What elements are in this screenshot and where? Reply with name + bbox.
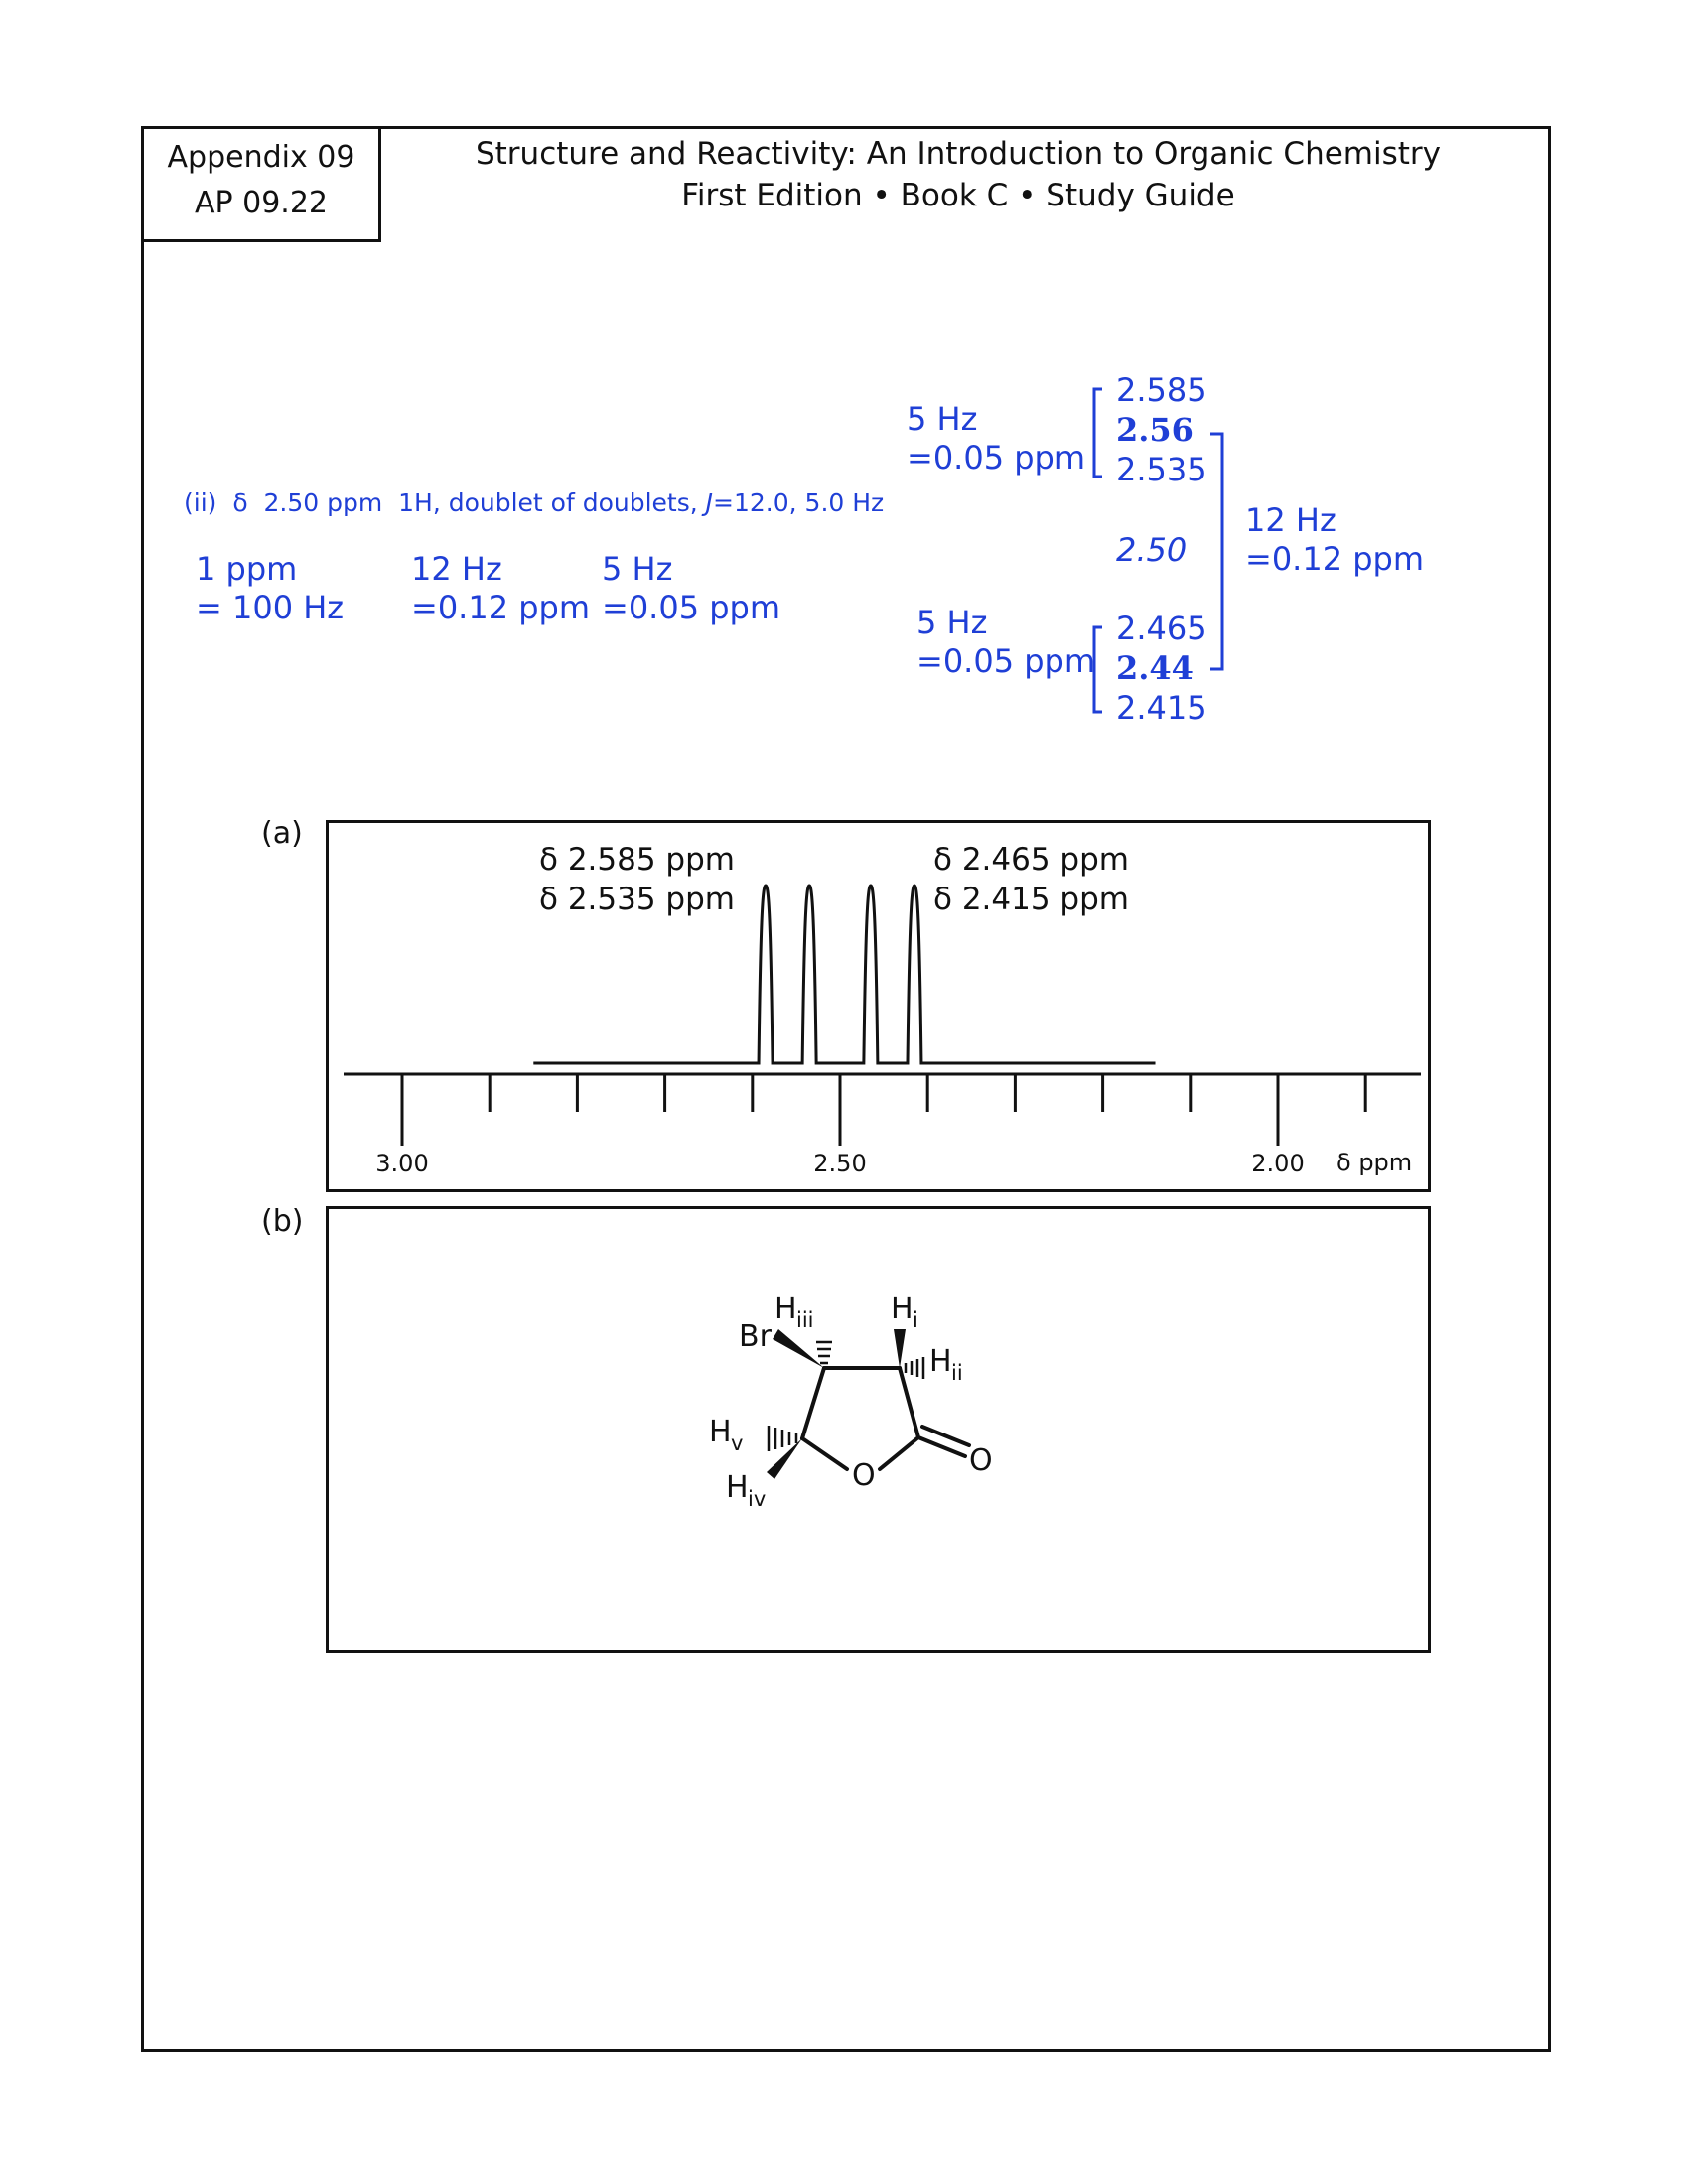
shift-2535: 2.535 — [1116, 451, 1207, 488]
appendix-title: Appendix 09 — [167, 140, 355, 175]
conversion-line: 1 ppm — [196, 550, 298, 588]
hash-hii — [906, 1357, 923, 1379]
wedge-hiv — [767, 1438, 802, 1479]
tick-label: 2.00 — [1251, 1150, 1305, 1177]
conversion-line: = 100 Hz — [196, 589, 345, 626]
peak-label: δ 2.415 ppm — [933, 882, 1129, 917]
coupling-hz: 5 Hz — [916, 604, 988, 641]
shift-2585: 2.585 — [1116, 371, 1207, 409]
atom-o-carbonyl: O — [969, 1443, 993, 1478]
conversion-line: 12 Hz — [411, 550, 502, 588]
bond-c3-c2 — [900, 1368, 918, 1437]
atom-hv: H — [709, 1415, 732, 1449]
problem-shift: 2.50 ppm — [263, 488, 383, 517]
peak-label: δ 2.465 ppm — [933, 842, 1129, 878]
ring-bonds — [802, 1368, 969, 1469]
tick-label: 3.00 — [375, 1150, 429, 1177]
conversion-line: =0.05 ppm — [602, 589, 781, 626]
subscript-ii: ii — [951, 1361, 963, 1385]
atom-br: Br — [739, 1319, 772, 1354]
problem-description: 1H, doublet of doublets, — [398, 488, 698, 517]
peak-label: δ 2.585 ppm — [539, 842, 735, 878]
header-subtitle: First Edition • Book C • Study Guide — [681, 178, 1235, 213]
hash-hiii — [816, 1342, 832, 1363]
delta-symbol: δ — [232, 488, 248, 517]
coupling-hz: 12 Hz — [1245, 501, 1336, 539]
bond-c5-o — [802, 1438, 847, 1469]
conversion-line: =0.12 ppm — [411, 589, 591, 626]
atom-hii: H — [929, 1344, 952, 1379]
atom-o-ring: O — [852, 1458, 876, 1493]
conversion-line: 5 Hz — [602, 550, 673, 588]
shift-2415: 2.415 — [1116, 689, 1207, 727]
panel-a-label: (a) — [261, 816, 303, 851]
shift-244: 2.44 — [1116, 649, 1194, 687]
coupling-ppm: =0.05 ppm — [907, 439, 1086, 477]
subscript-v: v — [731, 1432, 744, 1455]
panel-b-label: (b) — [261, 1204, 304, 1239]
axis-unit: δ ppm — [1336, 1149, 1413, 1176]
subscript-iv: iv — [748, 1487, 767, 1511]
atom-hi: H — [891, 1292, 914, 1326]
atom-hiv: H — [726, 1470, 749, 1505]
peak-label: δ 2.535 ppm — [539, 882, 735, 917]
wedge-br — [773, 1329, 824, 1368]
coupling-ppm: =0.05 ppm — [916, 642, 1096, 680]
tick-label: 2.50 — [813, 1150, 867, 1177]
shift-250: 2.50 — [1116, 531, 1188, 569]
wedge-hi — [894, 1329, 906, 1368]
bond-c4-c5 — [802, 1368, 824, 1438]
subscript-i: i — [913, 1308, 918, 1332]
subscript-iii: iii — [796, 1308, 814, 1332]
header-title: Structure and Reactivity: An Introduction to Organic Chemistry — [475, 136, 1442, 172]
shift-256: 2.56 — [1116, 411, 1194, 449]
atom-hiii: H — [774, 1292, 797, 1326]
coupling-hz: 5 Hz — [907, 400, 978, 438]
problem-prefix: (ii) — [184, 488, 217, 517]
bond-o-c2 — [880, 1437, 918, 1469]
j-values: =12.0, 5.0 Hz — [713, 488, 885, 517]
appendix-code: AP 09.22 — [194, 186, 329, 220]
shift-2465: 2.465 — [1116, 610, 1207, 647]
j-symbol: J — [705, 488, 714, 517]
hash-hv — [769, 1426, 796, 1451]
coupling-ppm: =0.12 ppm — [1245, 540, 1425, 578]
